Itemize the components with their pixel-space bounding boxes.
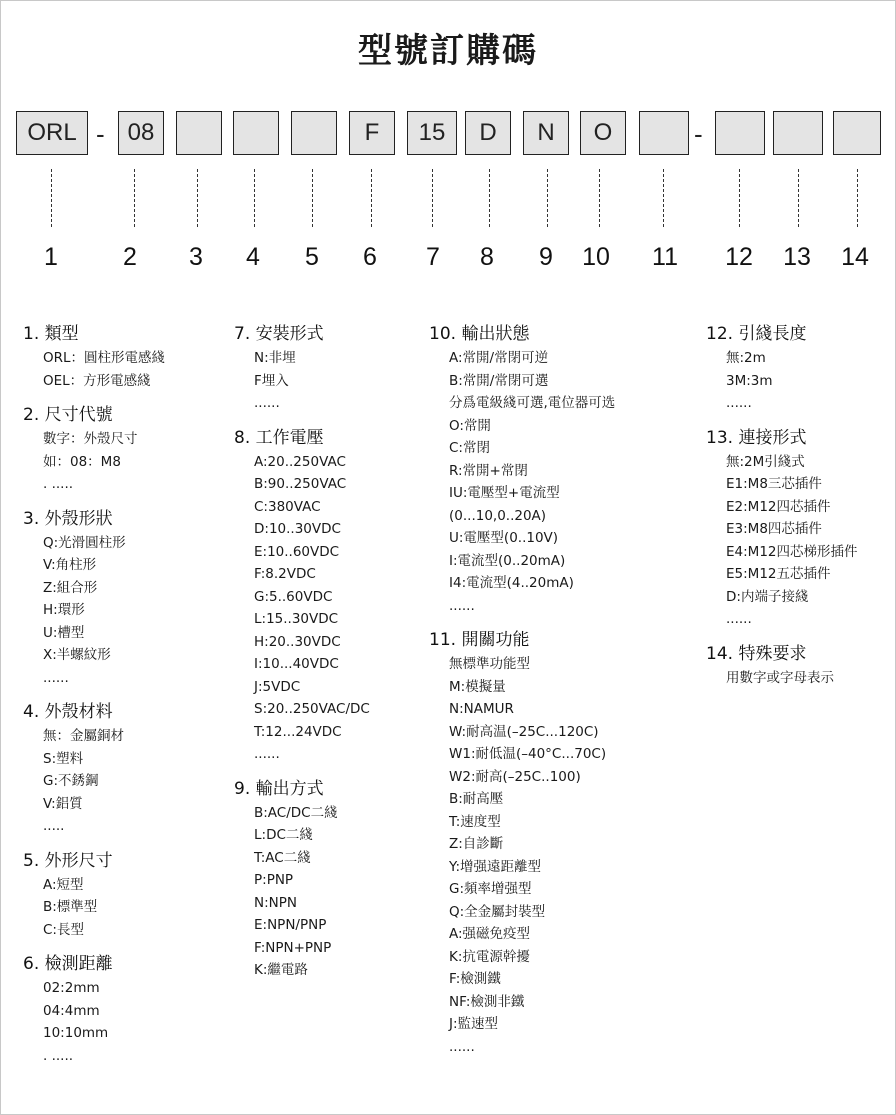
position-number: 6 xyxy=(363,243,377,271)
option-item: O:常開 xyxy=(449,417,491,434)
legend-section xyxy=(23,701,165,838)
option-item: ...... xyxy=(449,1038,475,1055)
connector-line xyxy=(254,169,255,227)
option-item: N:非埋 xyxy=(254,350,296,366)
option-item: J:監速型 xyxy=(449,1016,499,1032)
option-item: H:20..30VDC xyxy=(254,633,341,650)
option-item: U:槽型 xyxy=(43,624,85,641)
option-item: G:5..60VDC xyxy=(254,588,333,605)
option-item: B:常開/常閉可選 xyxy=(449,372,549,389)
connector-line xyxy=(857,169,858,227)
option-item: NF:檢測非鐵 xyxy=(449,993,525,1010)
option-item: OEL：方形電感綫 xyxy=(43,372,151,389)
code-box-6: F xyxy=(349,111,395,155)
option-item: S:20..250VAC/DC xyxy=(254,701,370,717)
section-title: 6. 檢測距離 xyxy=(23,954,113,974)
option-item: B:90..250VAC xyxy=(254,476,347,492)
option-item: 如：08：M8 xyxy=(43,453,121,470)
section-title: 13. 連接形式 xyxy=(706,427,807,448)
option-item: 3M:3m xyxy=(726,372,773,389)
option-item: F埋入 xyxy=(254,372,289,389)
code-box-3 xyxy=(176,111,222,155)
section-title: 2. 尺寸代號 xyxy=(23,405,113,425)
position-number: 3 xyxy=(189,243,203,271)
option-item: U:電壓型(0..10V) xyxy=(449,530,559,546)
option-item: I:10...40VDC xyxy=(254,656,339,672)
code-box-4 xyxy=(233,111,279,155)
option-item: ..... xyxy=(43,818,65,834)
option-item: 04:4mm xyxy=(43,1002,100,1019)
option-item: E:NPN/PNP xyxy=(254,917,327,933)
option-item: Y:增强遠距離型 xyxy=(449,858,542,875)
option-item: 無標準功能型 xyxy=(449,656,530,672)
option-item: ...... xyxy=(726,611,752,627)
legend-section xyxy=(706,323,858,415)
option-item: E:10..60VDC xyxy=(254,543,340,560)
option-item: C:380VAC xyxy=(254,498,321,515)
position-number: 10 xyxy=(582,243,610,271)
legend-section xyxy=(706,643,858,690)
option-item: W:耐高温(–25C...120C) xyxy=(449,723,599,740)
option-item: B:AC/DC二綫 xyxy=(254,804,338,821)
option-item: Z:自診斷 xyxy=(449,836,504,852)
position-number: 4 xyxy=(246,243,260,271)
section-title: 14. 特殊要求 xyxy=(706,643,807,664)
option-item: 數字：外殼尺寸 xyxy=(43,431,138,447)
legend-column-3 xyxy=(429,323,615,1070)
option-item: A:短型 xyxy=(43,876,84,893)
section-title: 1. 類型 xyxy=(23,324,79,344)
position-number: 1 xyxy=(44,243,58,271)
position-number: 14 xyxy=(841,243,869,271)
legend-section xyxy=(23,404,165,496)
option-item: F:8.2VDC xyxy=(254,566,316,582)
option-item: ...... xyxy=(449,597,475,614)
option-item: 無：金屬銅材 xyxy=(43,728,124,744)
connector-line xyxy=(739,169,740,227)
code-box-7: 15 xyxy=(407,111,457,155)
option-item: Z:組合形 xyxy=(43,579,98,596)
option-item: V:鋁質 xyxy=(43,795,83,812)
code-box-2: 08 xyxy=(118,111,164,155)
position-number: 9 xyxy=(539,243,553,271)
legend-section xyxy=(429,323,615,617)
position-number: 12 xyxy=(725,243,753,271)
legend-section xyxy=(429,629,615,1058)
section-title: 4. 外殼材料 xyxy=(23,702,113,722)
option-item: T:速度型 xyxy=(449,813,501,830)
legend-section xyxy=(23,508,165,690)
option-item: . ..... xyxy=(43,476,74,492)
connector-line xyxy=(489,169,490,227)
option-item: N:NAMUR xyxy=(449,701,514,717)
legend-section xyxy=(23,953,165,1067)
option-item: G:頻率增强型 xyxy=(449,881,532,897)
code-box-9: N xyxy=(523,111,569,155)
option-item: I4:電流型(4..20mA) xyxy=(449,575,574,591)
option-item: Q:光滑圓柱形 xyxy=(43,534,126,551)
connector-line xyxy=(798,169,799,227)
option-item: F:檢測鐵 xyxy=(449,971,501,987)
option-item: 無:2M引綫式 xyxy=(726,453,805,470)
option-item: M:模擬量 xyxy=(449,678,506,695)
legend-section xyxy=(234,323,370,415)
connector-line xyxy=(51,169,52,227)
option-item: ...... xyxy=(726,395,752,411)
option-item: E2:M12四芯插件 xyxy=(726,498,831,515)
option-item: IU:電壓型+電流型 xyxy=(449,485,560,501)
section-title: 3. 外殼形狀 xyxy=(23,508,113,529)
position-number: 2 xyxy=(123,243,137,271)
section-title: 11. 開關功能 xyxy=(429,630,530,650)
option-item: N:NPN xyxy=(254,894,297,911)
option-item: . ..... xyxy=(43,1047,74,1064)
code-box-1: ORL xyxy=(16,111,88,155)
code-box-12 xyxy=(715,111,765,155)
code-separator: - xyxy=(694,119,703,149)
option-item: P:PNP xyxy=(254,872,294,888)
connector-line xyxy=(197,169,198,227)
option-item: G:不銹鋼 xyxy=(43,773,99,789)
option-item: H:環形 xyxy=(43,602,85,618)
option-item: E4:M12四芯梯形插件 xyxy=(726,543,858,560)
option-item: D:10..30VDC xyxy=(254,521,341,537)
option-item: 02:2mm xyxy=(43,980,100,996)
code-box-5 xyxy=(291,111,337,155)
option-item: L:15..30VDC xyxy=(254,611,339,627)
code-box-8: D xyxy=(465,111,511,155)
section-title: 9. 輸出方式 xyxy=(234,778,324,799)
option-item: I:電流型(0..20mA) xyxy=(449,552,566,569)
legend-column-1 xyxy=(23,323,165,1079)
option-item: F:NPN+PNP xyxy=(254,939,332,956)
code-box-14 xyxy=(833,111,881,155)
code-box-13 xyxy=(773,111,823,155)
section-title: 10. 輸出狀態 xyxy=(429,324,530,344)
code-separator: - xyxy=(96,119,105,149)
option-item: K:抗電源幹擾 xyxy=(449,948,530,965)
option-item: C:常閉 xyxy=(449,440,490,456)
connector-line xyxy=(134,169,135,227)
option-item: Q:全金屬封裝型 xyxy=(449,903,546,920)
option-item: C:長型 xyxy=(43,921,84,938)
option-item: 無:2m xyxy=(726,350,766,366)
position-number: 11 xyxy=(652,243,678,271)
option-item: W2:耐高(–25C..100) xyxy=(449,768,581,785)
code-box-11 xyxy=(639,111,689,155)
option-item: E3:M8四芯插件 xyxy=(726,521,822,537)
option-item: B:耐高壓 xyxy=(449,791,504,807)
option-item: A:20..250VAC xyxy=(254,453,346,470)
position-number: 7 xyxy=(426,243,440,271)
option-item: X:半螺紋形 xyxy=(43,647,111,663)
option-item: 用數字或字母表示 xyxy=(726,669,834,686)
option-item: W1:耐低温(–40°C...70C) xyxy=(449,746,607,762)
option-item: D:内端子接綫 xyxy=(726,588,809,605)
legend-column-2 xyxy=(234,323,370,994)
option-item: R:常開+常閉 xyxy=(449,462,528,479)
section-title: 7. 安裝形式 xyxy=(234,324,324,344)
legend-section xyxy=(234,427,370,766)
code-box-10: O xyxy=(580,111,626,155)
position-number: 13 xyxy=(783,243,811,271)
option-item: A:常開/常閉可逆 xyxy=(449,350,549,366)
option-item: V:角柱形 xyxy=(43,557,97,573)
option-item: A:强磁免疫型 xyxy=(449,926,531,942)
position-number: 8 xyxy=(480,243,494,271)
page-title: 型號訂購碼 xyxy=(358,31,538,71)
option-item: 分爲電級綫可選,電位器可选 xyxy=(449,395,616,411)
option-item: T:12...24VDC xyxy=(254,723,342,740)
connector-line xyxy=(371,169,372,227)
section-title: 5. 外形尺寸 xyxy=(23,850,113,871)
option-item: J:5VDC xyxy=(254,678,301,695)
option-item: E1:M8三芯插件 xyxy=(726,476,822,492)
legend-column-4 xyxy=(706,323,858,701)
connector-line xyxy=(663,169,664,227)
connector-line xyxy=(312,169,313,227)
option-item: T:AC二綫 xyxy=(254,849,311,866)
option-item: ...... xyxy=(254,746,280,762)
legend-section xyxy=(706,427,858,631)
option-item: E5:M12五芯插件 xyxy=(726,566,831,582)
connector-line xyxy=(432,169,433,227)
section-title: 12. 引綫長度 xyxy=(706,324,807,344)
option-item: ORL：圓柱形電感綫 xyxy=(43,350,166,366)
connector-line xyxy=(547,169,548,227)
legend-section xyxy=(234,778,370,982)
option-item: B:標準型 xyxy=(43,899,98,915)
connector-line xyxy=(599,169,600,227)
legend-section xyxy=(23,850,165,942)
option-item: 10:10mm xyxy=(43,1025,109,1041)
option-item: K:繼電路 xyxy=(254,962,308,978)
position-number: 5 xyxy=(305,243,319,271)
section-title: 8. 工作電壓 xyxy=(234,427,324,448)
legend-section xyxy=(23,323,165,392)
option-item: L:DC二綫 xyxy=(254,827,313,843)
option-item: ...... xyxy=(43,669,69,686)
option-item: (0...10,0..20A) xyxy=(449,507,547,524)
option-item: S:塑料 xyxy=(43,750,84,767)
option-item: ...... xyxy=(254,395,280,411)
